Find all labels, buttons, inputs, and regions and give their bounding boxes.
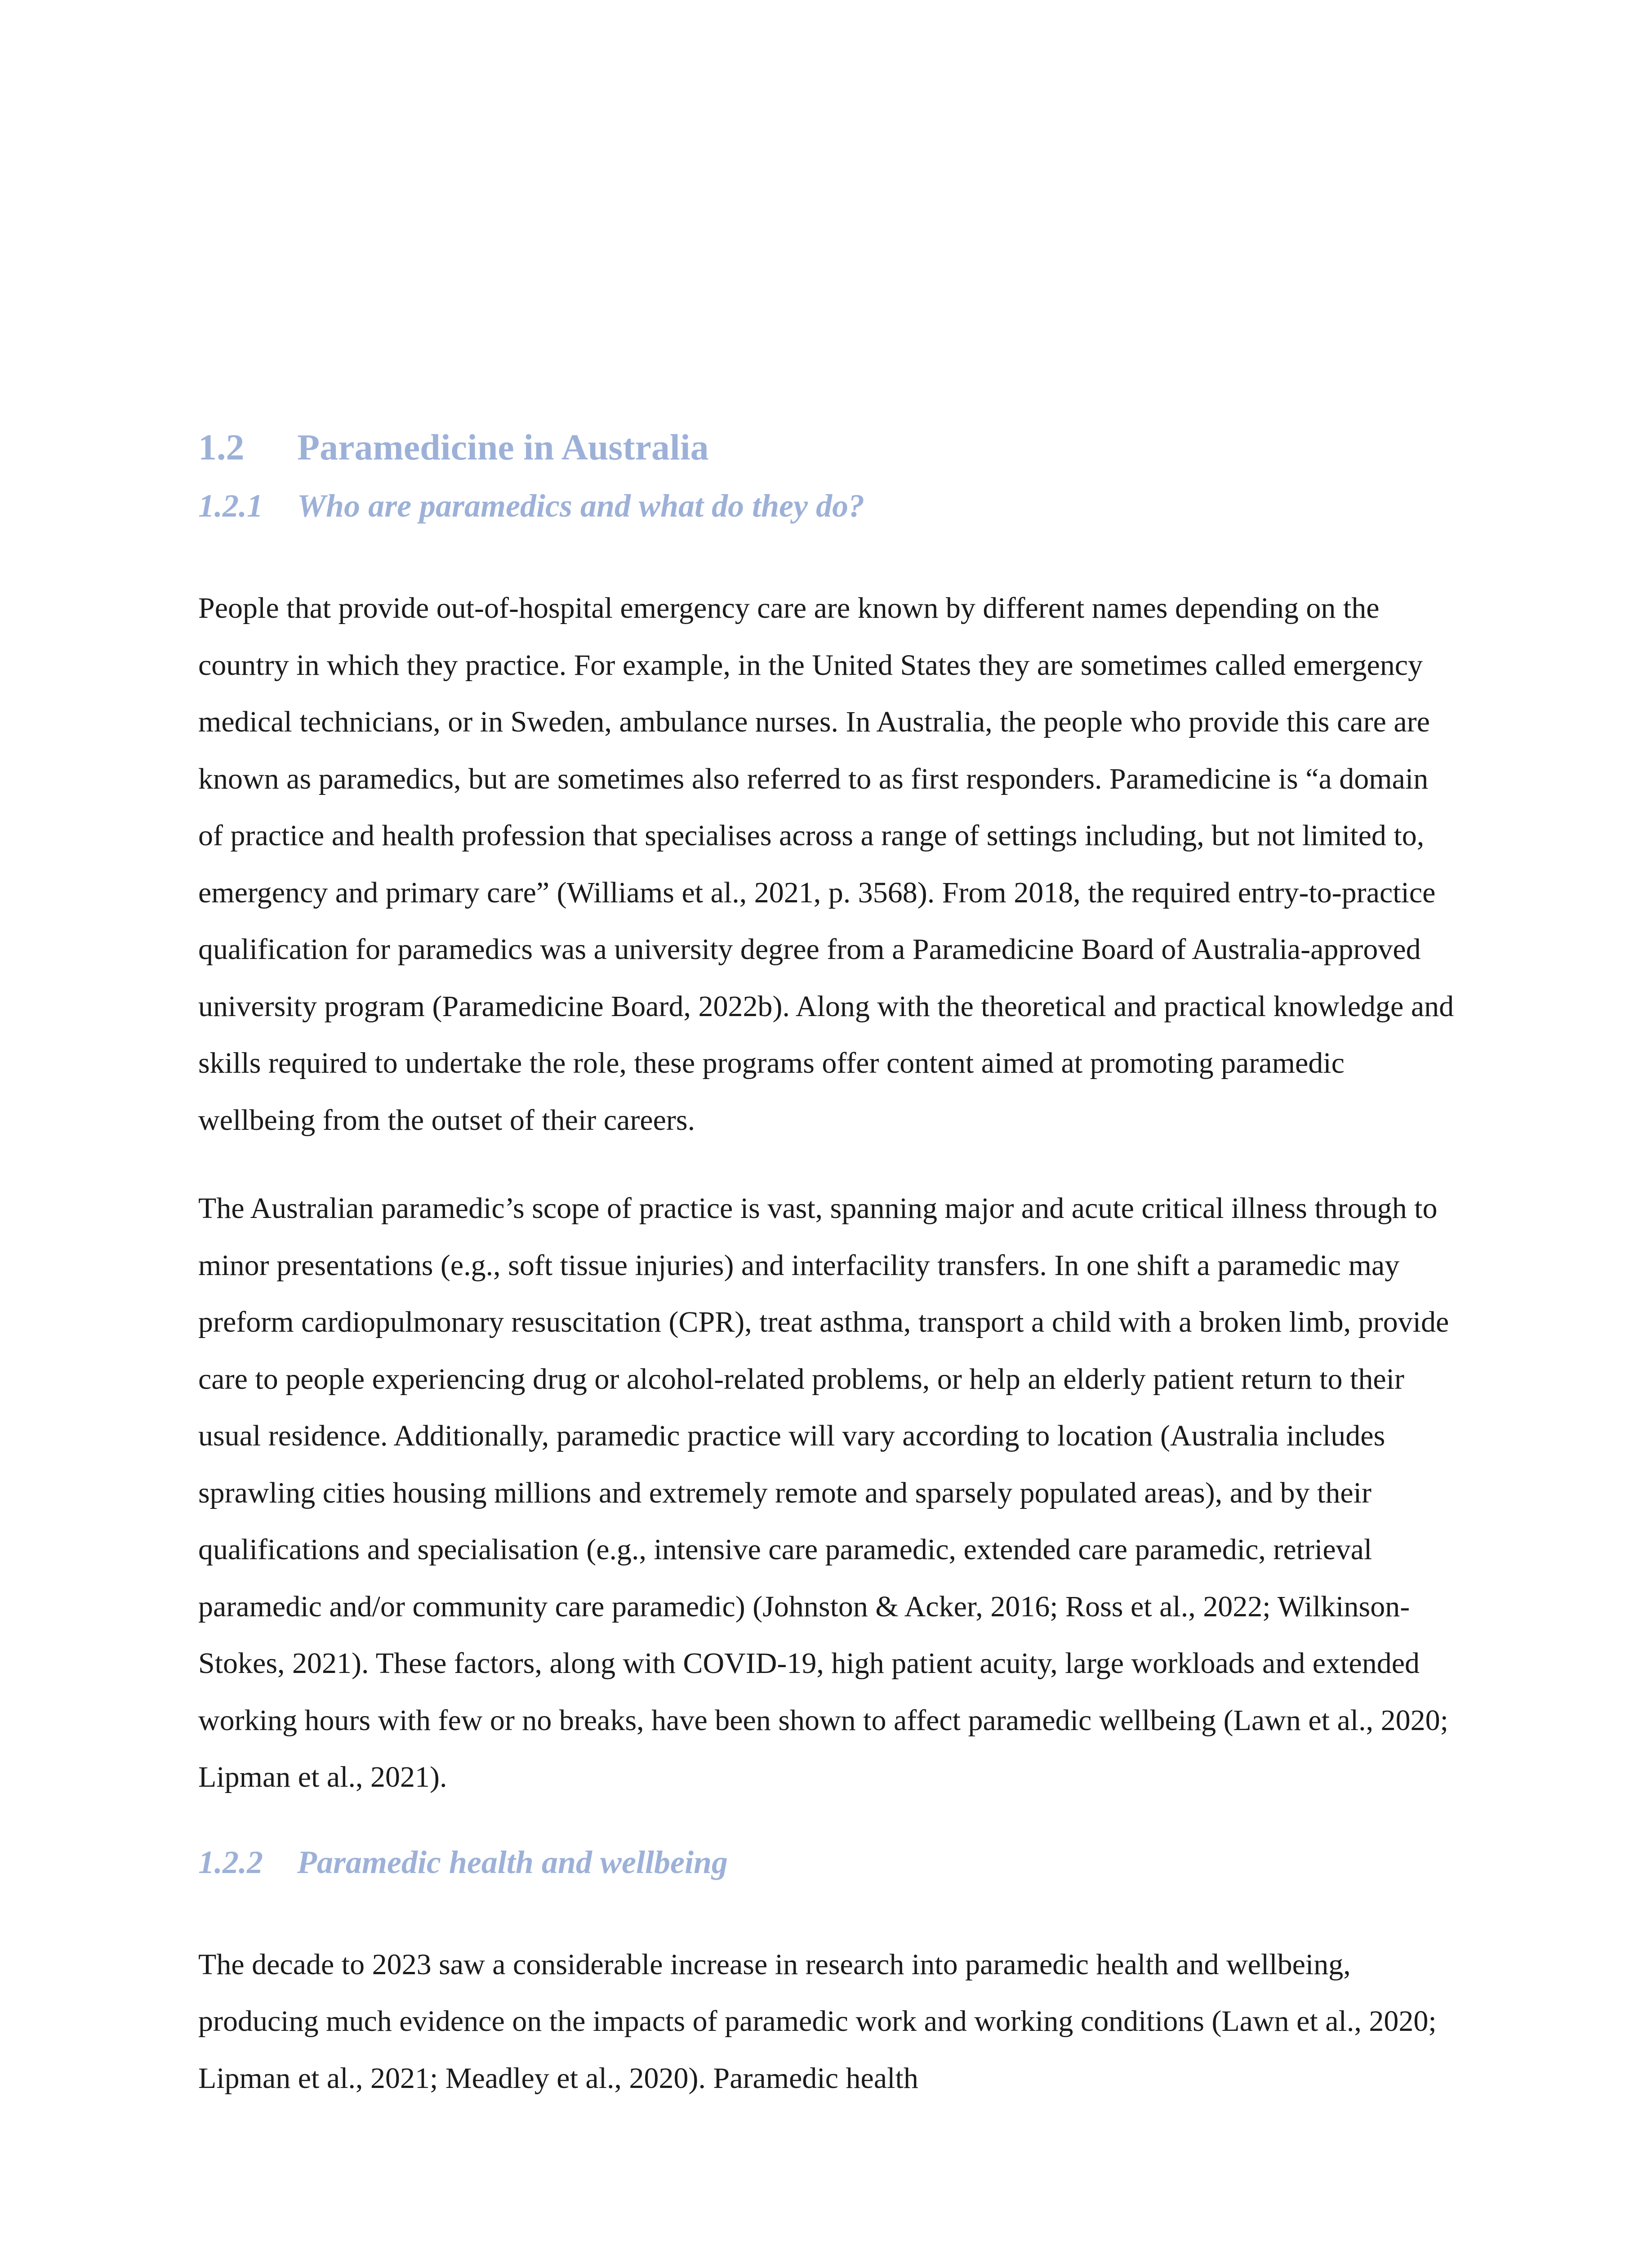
body-paragraph: People that provide out-of-hospital emergency care are known by different names depending on the country in which they practice. For example, in the United States they are sometimes called emergency medical technicians, or in Sweden, ambulance nurses. In Australia, the people who provide this care are known as paramedics, but are sometimes also referred to as first responders. Paramedicine is “a domain of practice and health profession that specialises across a range of settings including, but not limited to, emergency and primary care” (Williams et al., 2021, p. 3568). From 2018, the required entry-to-practice qualification for paramedics was a university degree from a Paramedicine Board of Australia-approved university program (Paramedicine Board, 2022b). Along with the theoretical and practical knowledge and skills required to undertake the role, these programs offer content aimed at promoting paramedic wellbeing from the outset of their careers.: [198, 592, 1454, 1137]
body-paragraph: The decade to 2023 saw a considerable increase in research into paramedic health and wellbeing, producing much evidence on the impacts of paramedic work and working conditions (Lawn et al., 2020; Lipman et al., 2021; Meadley et al., 2020). Paramedic health: [198, 1948, 1437, 2095]
subsection-heading: [198, 1838, 1457, 1887]
subsection-title: Paramedic health and wellbeing: [297, 1844, 728, 1880]
subsection-title: Who are paramedics and what do they do?: [297, 488, 865, 524]
section-title: Paramedicine in Australia: [297, 427, 709, 468]
page-content: [198, 418, 1457, 2107]
subsection-number: 1.2.2: [198, 1844, 263, 1880]
subsection-number: 1.2.1: [198, 488, 263, 524]
section-heading: [198, 418, 1457, 477]
section-number: 1.2: [198, 427, 245, 468]
body-paragraph: The Australian paramedic’s scope of practice is vast, spanning major and acute critical illness through to minor presentations (e.g., soft tissue injuries) and interfacility transfers. In one shift a paramedic may preform cardiopulmonary resuscitation (CPR), treat asthma, transport a child with a broken limb, provide care to people experiencing drug or alcohol-related problems, or help an elderly patient return to their usual residence. Additionally, paramedic practice will vary according to location (Australia includes sprawling cities housing millions and extremely remote and sparsely populated areas), and by their qualifications and specialisation (e.g., intensive care paramedic, extended care paramedic, retrieval paramedic and/or community care paramedic) (Johnston & Acker, 2016; Ross et al., 2022; Wilkinson-Stokes, 2021). These factors, along with COVID-19, high patient acuity, large workloads and extended working hours with few or no breaks, have been shown to affect paramedic wellbeing (Lawn et al., 2020; Lipman et al., 2021).: [198, 1192, 1449, 1793]
subsection-heading: [198, 481, 1457, 531]
